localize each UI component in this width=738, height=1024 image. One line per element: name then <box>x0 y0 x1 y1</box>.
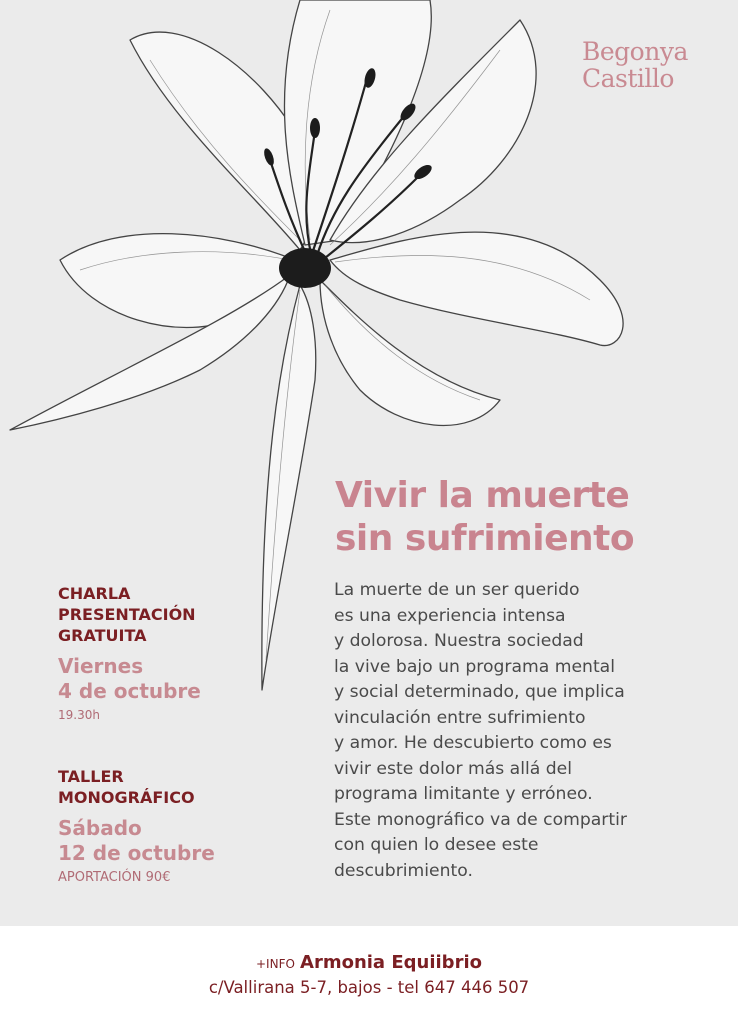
description-line: vinculación entre sufrimiento <box>334 707 586 728</box>
taller-heading-line: MONOGRÁFICO <box>58 788 195 807</box>
charla-heading <box>58 583 201 646</box>
description-line: la vive bajo un programa mental <box>334 656 615 677</box>
title-line-1: Vivir la muerte <box>335 475 630 516</box>
description-line: La muerte de un ser querido <box>334 580 580 600</box>
taller-event <box>58 766 215 885</box>
description-line: y social determinado, que implica <box>334 682 625 702</box>
description-line: con quien lo desee este <box>334 835 539 855</box>
charla-heading-line: GRATUITA <box>58 626 147 645</box>
taller-day: Sábado <box>58 816 142 840</box>
footer <box>0 926 738 1024</box>
footer-address: c/Vallirana 5-7, bajos - tel 647 446 507 <box>208 978 530 997</box>
charla-time: 19.30h <box>58 708 100 722</box>
description-line: es una experiencia intensa <box>334 605 566 626</box>
description-line: vivir este dolor más allá del <box>334 758 573 779</box>
brand-logo <box>582 38 722 92</box>
description-line: programa limitante y erróneo. <box>334 784 593 804</box>
taller-heading-line: TALLER <box>58 767 124 786</box>
charla-heading-line: CHARLA <box>58 584 131 603</box>
description-line: y dolorosa. Nuestra sociedad <box>334 631 584 651</box>
description-line: descubrimiento. <box>334 860 473 881</box>
taller-heading <box>58 766 215 808</box>
description <box>334 578 734 884</box>
page-title <box>335 474 725 560</box>
charla-date <box>58 654 201 704</box>
charla-day: Viernes <box>58 654 144 678</box>
taller-price: APORTACIÓN 90€ <box>58 870 171 885</box>
brand-line-2: Castillo <box>582 64 674 93</box>
title-line-2: sin sufrimiento <box>335 518 635 559</box>
footer-info-line <box>0 952 738 973</box>
description-line: Este monográfico va de compartir <box>334 809 627 830</box>
brand-line-1: Begonya <box>582 37 688 66</box>
footer-organization-name: Armonia Equiibrio <box>300 952 482 973</box>
charla-day-date: 4 de octubre <box>58 679 201 703</box>
taller-date <box>58 816 215 866</box>
charla-event <box>58 583 201 722</box>
charla-heading-line: PRESENTACIÓN <box>58 605 196 624</box>
footer-info-prefix: +INFO <box>256 957 295 971</box>
taller-day-date: 12 de octubre <box>58 841 215 865</box>
description-line: y amor. He descubierto como es <box>334 733 612 753</box>
